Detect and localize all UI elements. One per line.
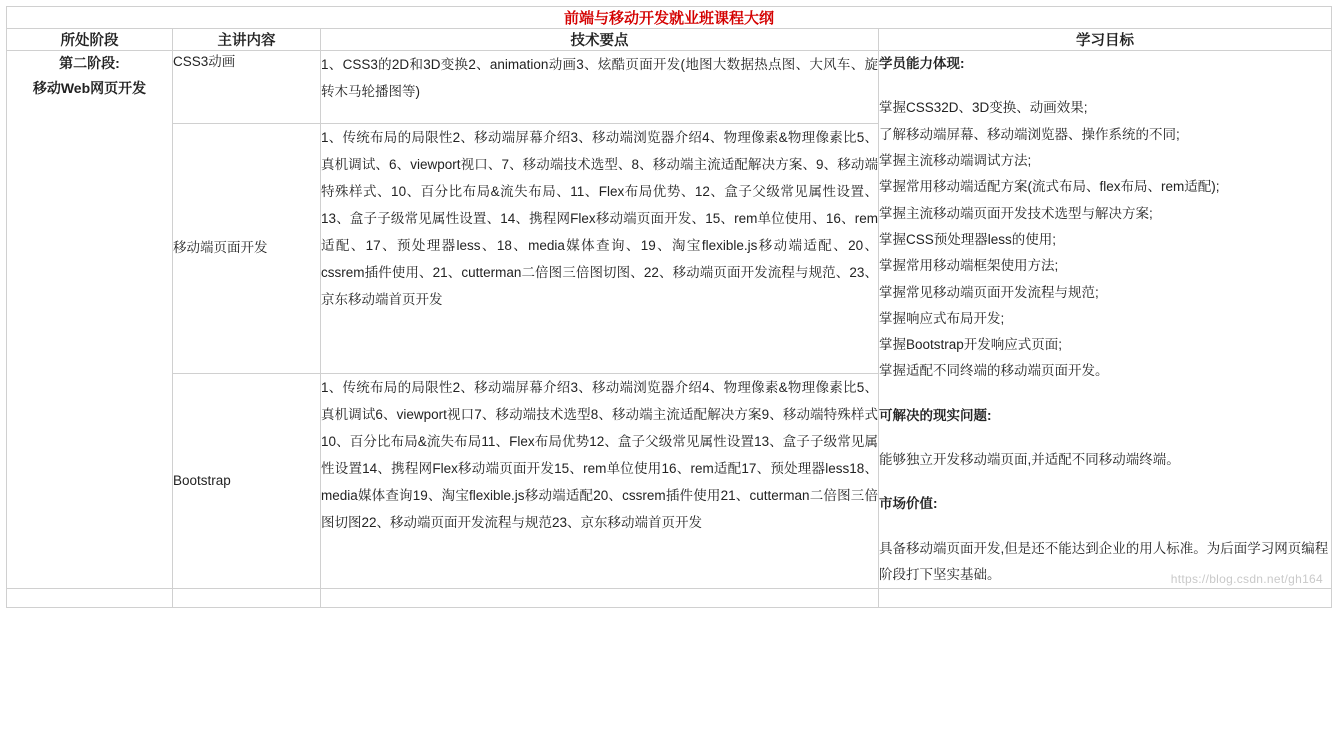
goal-value-heading: 市场价值: xyxy=(879,496,938,512)
goal-spacer-5 xyxy=(879,518,1331,536)
table-row-partial xyxy=(7,589,1332,608)
course-outline-table xyxy=(6,6,1332,608)
goal-ability-item-5: 掌握主流移动端页面开发技术选型与解决方案; xyxy=(879,205,1153,221)
goal-ability-heading: 学员能力体现: xyxy=(879,56,965,71)
goal-ability-item-3: 掌握主流移动端调试方法; xyxy=(879,152,1032,168)
goal-problem-text: 能够独立开发移动端页面,并适配不同移动端终端。 xyxy=(879,452,1180,468)
goal-value-text: 具备移动端页面开发,但是还不能达到企业的用人标准。为后面学习网页编程阶段打下坚实基础。 xyxy=(879,540,1329,582)
document-title: 前端与移动开发就业班课程大纲 xyxy=(7,7,1332,29)
column-header-points: 技术要点 xyxy=(321,29,879,51)
stage-cell xyxy=(7,51,173,589)
column-header-stage: 所处阶段 xyxy=(7,29,173,51)
goal-spacer-4 xyxy=(879,473,1331,491)
goal-ability-item-11: 掌握适配不同终端的移动端页面开发。 xyxy=(879,363,1109,379)
points-cell-bootstrap: 1、传统布局的局限性2、移动端屏幕介绍3、移动端浏览器介绍4、物理像素&物理像素比5、真机调试6、viewport视口7、移动端技术选型8、移动端主流适配解决方案9、移动端特殊样式10、百分比布局&流失布局11、Flex布局优势12、盒子父级常见属性设置13、盒子子级常见属性设置14、携程网Flex移动端页面开发15、rem单位使用16、rem适配17、预处理器less18、media媒体查询19、淘宝flexible.js移动端适配20、cssrem插件使用21、cutterman二倍图三倍图切图22、移动端页面开发流程与规范23、京东移动端首页开发 xyxy=(321,374,879,589)
goal-ability-item-10: 掌握Bootstrap开发响应式页面; xyxy=(879,337,1063,353)
table-title-row xyxy=(7,7,1332,29)
table-header-row xyxy=(7,29,1332,51)
goal-ability-item-9: 掌握响应式布局开发; xyxy=(879,310,1005,326)
column-header-goal: 学习目标 xyxy=(879,29,1332,51)
goal-ability-item-6: 掌握CSS预处理器less的使用; xyxy=(879,231,1057,247)
goal-ability-item-7: 掌握常用移动端框架使用方法; xyxy=(879,258,1059,274)
goal-spacer-2 xyxy=(879,385,1331,403)
topic-cell-bootstrap: Bootstrap xyxy=(173,374,321,589)
stage-cell-next xyxy=(7,589,173,608)
stage-line-2: 移动Web网页开发 xyxy=(32,80,147,97)
table-row xyxy=(7,51,1332,124)
course-outline-page xyxy=(6,6,1331,608)
topic-cell-css3: CSS3动画 xyxy=(173,51,321,124)
goal-spacer-3 xyxy=(879,429,1331,447)
column-header-topic: 主讲内容 xyxy=(173,29,321,51)
goal-ability-item-1: 掌握CSS32D、3D变换、动画效果; xyxy=(879,100,1088,116)
goal-ability-item-2: 了解移动端屏幕、移动端浏览器、操作系统的不同; xyxy=(879,126,1180,142)
stage-line-1: 第二阶段: xyxy=(59,55,120,71)
goal-cell-next xyxy=(879,589,1332,608)
goal-problem-heading: 可解决的现实问题: xyxy=(879,407,992,423)
points-cell-next xyxy=(321,589,879,608)
goal-ability-item-8: 掌握常见移动端页面开发流程与规范; xyxy=(879,284,1099,300)
goal-cell xyxy=(879,51,1332,589)
goal-ability-item-4: 掌握常用移动端适配方案(流式布局、flex布局、rem适配); xyxy=(879,179,1220,195)
topic-cell-mobile: 移动端页面开发 xyxy=(173,123,321,374)
goal-spacer-1 xyxy=(879,77,1331,95)
watermark: https://blog.csdn.net/gh164 xyxy=(1170,572,1323,587)
topic-cell-next xyxy=(173,589,321,608)
points-cell-mobile: 1、传统布局的局限性2、移动端屏幕介绍3、移动端浏览器介绍4、物理像素&物理像素比5、真机调试、6、viewport视口、7、移动端技术选型、8、移动端主流适配解决方案、9、移动端特殊样式、10、百分比布局&流失布局、11、Flex布局优势、12、盒子父级常见属性设置、13、盒子子级常见属性设置、14、携程网Flex移动端页面开发、15、rem单位使用、16、rem适配、17、预处理器less、18、media媒体查询、19、淘宝flexible.js移动端适配、20、cssrem插件使用、21、cutterman二倍图三倍图切图、22、移动端页面开发流程与规范、23、京东移动端首页开发 xyxy=(321,123,879,374)
points-cell-css3: 1、CSS3的2D和3D变换2、animation动画3、炫酷页面开发(地图大数据热点图、大风车、旋转木马轮播图等) xyxy=(321,51,879,124)
